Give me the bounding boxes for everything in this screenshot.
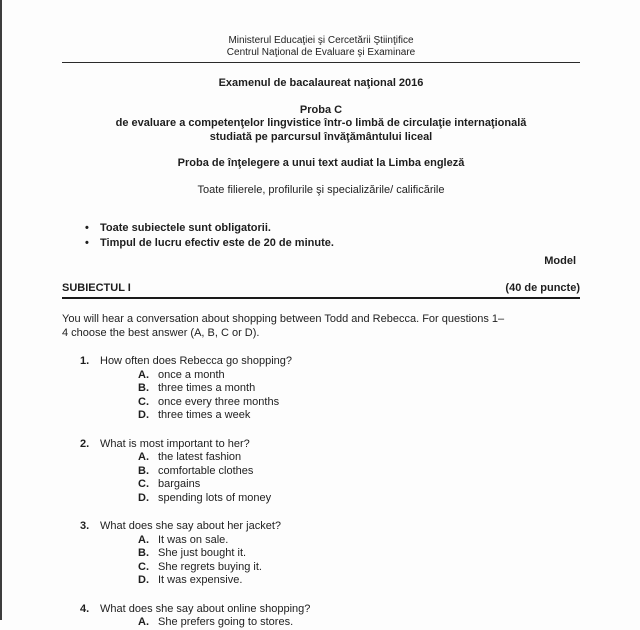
- model-label: Model: [544, 255, 576, 267]
- instructions-list: [85, 221, 580, 251]
- question-text-row: [62, 603, 580, 617]
- instruction-text: Toate subiectele sunt obligatorii.: [100, 222, 271, 234]
- exam-title: Examenul de bacalaureat naţional 2016: [218, 77, 424, 89]
- option-text: She just bought it.: [158, 547, 247, 559]
- option-text: three times a month: [158, 382, 256, 394]
- option-letter: D.: [138, 409, 149, 421]
- intro-paragraph: [62, 313, 580, 340]
- question-text-row: [62, 520, 580, 534]
- answer-option: [138, 534, 580, 548]
- proba-description-line2: studiată pe parcursul învăţământului liceal: [209, 130, 433, 143]
- answer-option: [138, 616, 580, 630]
- answer-option: [138, 451, 580, 465]
- filiere-line: Toate filierele, profilurile şi specializările/ calificările: [197, 183, 445, 196]
- option-text: It was expensive.: [158, 574, 243, 586]
- document-header: [62, 0, 580, 63]
- option-letter: D.: [138, 574, 149, 586]
- subject-title: SUBIECTUL I: [62, 281, 131, 294]
- question-1: [62, 355, 580, 423]
- option-letter: B.: [138, 547, 149, 559]
- subject-points: (40 de puncte): [505, 281, 580, 294]
- question-number: 2.: [80, 437, 90, 450]
- answer-option: [138, 409, 580, 423]
- proba-title: Proba C: [299, 103, 343, 116]
- answer-option: [138, 396, 580, 410]
- intro-line: You will hear a conversation about shopping between Todd and Rebecca. For questions 1–: [62, 313, 505, 325]
- option-text: once a month: [158, 368, 225, 381]
- option-letter: C.: [138, 478, 149, 490]
- answer-option: [138, 492, 580, 506]
- page-left-scan-edge: [0, 0, 2, 620]
- option-letter: C.: [138, 395, 149, 408]
- instruction-text: Timpul de lucru efectiv este de 20 de minute.: [100, 237, 334, 249]
- option-text: the latest fashion: [158, 451, 242, 463]
- option-text: three times a week: [158, 409, 251, 421]
- answer-option: [138, 465, 580, 479]
- proba-block: [62, 104, 580, 145]
- ministry-name: Ministerul Educaţiei şi Cercetării Ştiinţifice: [228, 35, 414, 46]
- bullet-icon: •: [85, 222, 89, 234]
- option-letter: B.: [138, 382, 149, 394]
- option-letter: A.: [138, 616, 149, 628]
- question-text: What does she say about her jacket?: [100, 520, 281, 532]
- question-number: 3.: [80, 520, 90, 532]
- question-text: What does she say about online shopping?: [100, 602, 311, 615]
- question-number: 1.: [80, 355, 90, 367]
- option-text: bargains: [158, 478, 201, 490]
- question-number: 4.: [80, 602, 90, 615]
- option-letter: B.: [138, 464, 149, 477]
- question-text-row: [62, 438, 580, 452]
- question-4: [62, 603, 580, 630]
- instruction-item: [85, 221, 580, 236]
- option-letter: C.: [138, 560, 149, 573]
- option-text: She regrets buying it.: [158, 560, 262, 573]
- proba-description-line1: de evaluare a competenţelor lingvistice într-o limbă de circulaţie internaţională: [115, 117, 527, 129]
- question-text-row: [62, 355, 580, 369]
- option-text: once every three months: [158, 395, 280, 408]
- question-3: [62, 520, 580, 588]
- answer-option: [138, 369, 580, 383]
- option-letter: A.: [138, 533, 149, 546]
- instruction-item: [85, 236, 580, 251]
- option-text: She prefers going to stores.: [158, 616, 294, 628]
- option-text: spending lots of money: [158, 491, 272, 504]
- option-letter: D.: [138, 491, 149, 504]
- test-title: Proba de înţelegere a unui text audiat la Limba engleză: [177, 157, 465, 169]
- answer-option: [138, 561, 580, 575]
- answer-option: [138, 547, 580, 561]
- option-text: It was on sale.: [158, 533, 229, 546]
- question-text: What is most important to her?: [100, 437, 250, 450]
- bullet-icon: •: [85, 237, 89, 249]
- option-letter: A.: [138, 368, 149, 381]
- subject-heading: [62, 282, 580, 300]
- question-2: [62, 438, 580, 506]
- option-letter: A.: [138, 451, 149, 463]
- answer-option: [138, 478, 580, 492]
- evaluation-center-name: Centrul Naţional de Evaluare şi Examinare: [226, 47, 416, 58]
- intro-line: 4 choose the best answer (A, B, C or D).: [62, 326, 260, 339]
- exam-document-page: [62, 0, 580, 630]
- question-text: How often does Rebecca go shopping?: [100, 355, 293, 367]
- option-text: comfortable clothes: [158, 464, 254, 477]
- answer-option: [138, 574, 580, 588]
- answer-option: [138, 382, 580, 396]
